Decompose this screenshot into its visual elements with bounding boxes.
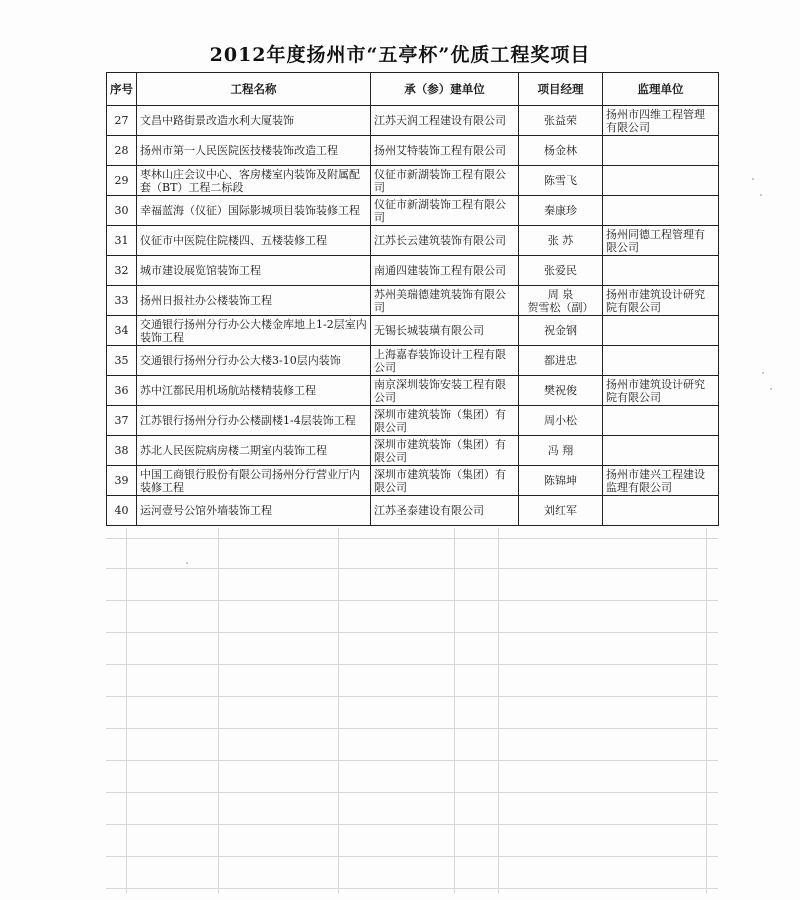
cell-supervisor bbox=[603, 436, 719, 466]
cell-seq: 37 bbox=[107, 406, 137, 436]
cell-project-name: 文昌中路街景改造水利大厦装饰 bbox=[137, 106, 371, 136]
scan-speck bbox=[760, 194, 762, 196]
cell-project-manager: 刘红军 bbox=[519, 496, 603, 526]
cell-project-manager: 周 泉 贺雪松（副） bbox=[519, 286, 603, 316]
cell-project-manager: 冯 翔 bbox=[519, 436, 603, 466]
cell-supervisor bbox=[603, 346, 719, 376]
table-row bbox=[107, 106, 719, 136]
cell-supervisor bbox=[603, 406, 719, 436]
cell-seq: 27 bbox=[107, 106, 137, 136]
table-header-row bbox=[107, 73, 719, 106]
cell-supervisor bbox=[603, 166, 719, 196]
cell-project-manager: 秦康珍 bbox=[519, 196, 603, 226]
cell-seq: 28 bbox=[107, 136, 137, 166]
table-row bbox=[107, 226, 719, 256]
table-row bbox=[107, 376, 719, 406]
cell-seq: 31 bbox=[107, 226, 137, 256]
cell-builder: 深圳市建筑装饰（集团）有限公司 bbox=[371, 406, 519, 436]
table-row bbox=[107, 256, 719, 286]
cell-builder: 南通四建装饰工程有限公司 bbox=[371, 256, 519, 286]
cell-project-name: 运河壹号公馆外墙装饰工程 bbox=[137, 496, 371, 526]
cell-project-name: 交通银行扬州分行办公大楼金库地上1-2层室内装饰工程 bbox=[137, 316, 371, 346]
cell-project-name: 扬州市第一人民医院医技楼装饰改造工程 bbox=[137, 136, 371, 166]
cell-project-name: 苏中江都民用机场航站楼精装修工程 bbox=[137, 376, 371, 406]
cell-seq: 38 bbox=[107, 436, 137, 466]
cell-project-name: 幸福蓝海（仪征）国际影城项目装饰装修工程 bbox=[137, 196, 371, 226]
cell-builder: 扬州艾特装饰工程有限公司 bbox=[371, 136, 519, 166]
scan-speck bbox=[752, 178, 754, 180]
table-row bbox=[107, 286, 719, 316]
table-row bbox=[107, 466, 719, 496]
cell-supervisor: 扬州同德工程管理有限公司 bbox=[603, 226, 719, 256]
header-supervisor: 监理单位 bbox=[603, 73, 719, 106]
cell-builder: 仪征市新湖装饰工程有限公司 bbox=[371, 196, 519, 226]
cell-project-manager: 陈锦坤 bbox=[519, 466, 603, 496]
cell-seq: 39 bbox=[107, 466, 137, 496]
scan-speck bbox=[186, 562, 188, 564]
cell-builder: 江苏天润工程建设有限公司 bbox=[371, 106, 519, 136]
cell-supervisor bbox=[603, 196, 719, 226]
cell-project-name: 枣林山庄会议中心、客房楼室内装饰及附属配套（BT）工程二标段 bbox=[137, 166, 371, 196]
table-row bbox=[107, 406, 719, 436]
table-row bbox=[107, 346, 719, 376]
cell-project-name: 仪征市中医院住院楼四、五楼装修工程 bbox=[137, 226, 371, 256]
cell-project-name: 苏北人民医院病房楼二期室内装饰工程 bbox=[137, 436, 371, 466]
table-row bbox=[107, 136, 719, 166]
table-row bbox=[107, 496, 719, 526]
cell-seq: 30 bbox=[107, 196, 137, 226]
cell-project-name: 交通银行扬州分行办公大楼3-10层内装饰 bbox=[137, 346, 371, 376]
cell-project-manager: 樊祝俊 bbox=[519, 376, 603, 406]
header-builder: 承（参）建单位 bbox=[371, 73, 519, 106]
cell-supervisor bbox=[603, 316, 719, 346]
cell-project-manager: 周小松 bbox=[519, 406, 603, 436]
cell-seq: 35 bbox=[107, 346, 137, 376]
table-row bbox=[107, 196, 719, 226]
cell-builder: 仪征市新湖装饰工程有限公司 bbox=[371, 166, 519, 196]
scan-speck bbox=[762, 372, 764, 374]
cell-builder: 江苏圣泰建设有限公司 bbox=[371, 496, 519, 526]
cell-seq: 34 bbox=[107, 316, 137, 346]
cell-seq: 36 bbox=[107, 376, 137, 406]
cell-supervisor bbox=[603, 136, 719, 166]
cell-seq: 40 bbox=[107, 496, 137, 526]
bleed-through-grid bbox=[106, 528, 718, 893]
cell-seq: 29 bbox=[107, 166, 137, 196]
cell-project-name: 中国工商银行股份有限公司扬州分行营业厅内装修工程 bbox=[137, 466, 371, 496]
table-row bbox=[107, 436, 719, 466]
table-row bbox=[107, 316, 719, 346]
cell-project-manager: 张益荣 bbox=[519, 106, 603, 136]
cell-project-manager: 杨金林 bbox=[519, 136, 603, 166]
award-projects-table bbox=[106, 72, 719, 526]
scan-speck bbox=[770, 388, 772, 390]
cell-builder: 深圳市建筑装饰（集团）有限公司 bbox=[371, 436, 519, 466]
cell-builder: 江苏长云建筑装饰有限公司 bbox=[371, 226, 519, 256]
header-project-name: 工程名称 bbox=[137, 73, 371, 106]
cell-supervisor bbox=[603, 256, 719, 286]
cell-supervisor: 扬州市建筑设计研究院有限公司 bbox=[603, 286, 719, 316]
cell-supervisor: 扬州市建兴工程建设监理有限公司 bbox=[603, 466, 719, 496]
cell-supervisor bbox=[603, 496, 719, 526]
cell-project-manager: 张爱民 bbox=[519, 256, 603, 286]
header-project-manager: 项目经理 bbox=[519, 73, 603, 106]
cell-project-manager: 都进忠 bbox=[519, 346, 603, 376]
cell-builder: 深圳市建筑装饰（集团）有限公司 bbox=[371, 466, 519, 496]
table-row bbox=[107, 166, 719, 196]
cell-project-name: 扬州日报社办公楼装饰工程 bbox=[137, 286, 371, 316]
cell-seq: 33 bbox=[107, 286, 137, 316]
cell-builder: 南京深圳装饰安装工程有限公司 bbox=[371, 376, 519, 406]
cell-seq: 32 bbox=[107, 256, 137, 286]
document-title: 2012年度扬州市“五亭杯”优质工程奖项目 bbox=[209, 44, 591, 66]
cell-builder: 无锡长城装璜有限公司 bbox=[371, 316, 519, 346]
cell-supervisor: 扬州市四维工程管理有限公司 bbox=[603, 106, 719, 136]
cell-project-name: 江苏银行扬州分行办公楼副楼1-4层装饰工程 bbox=[137, 406, 371, 436]
cell-project-name: 城市建设展览馆装饰工程 bbox=[137, 256, 371, 286]
cell-builder: 上海嘉春装饰设计工程有限公司 bbox=[371, 346, 519, 376]
cell-project-manager: 陈雪飞 bbox=[519, 166, 603, 196]
cell-project-manager: 祝金钢 bbox=[519, 316, 603, 346]
cell-supervisor: 扬州市建筑设计研究院有限公司 bbox=[603, 376, 719, 406]
header-seq: 序号 bbox=[107, 73, 137, 106]
cell-builder: 苏州美瑞德建筑装饰有限公司 bbox=[371, 286, 519, 316]
cell-project-manager: 张 苏 bbox=[519, 226, 603, 256]
